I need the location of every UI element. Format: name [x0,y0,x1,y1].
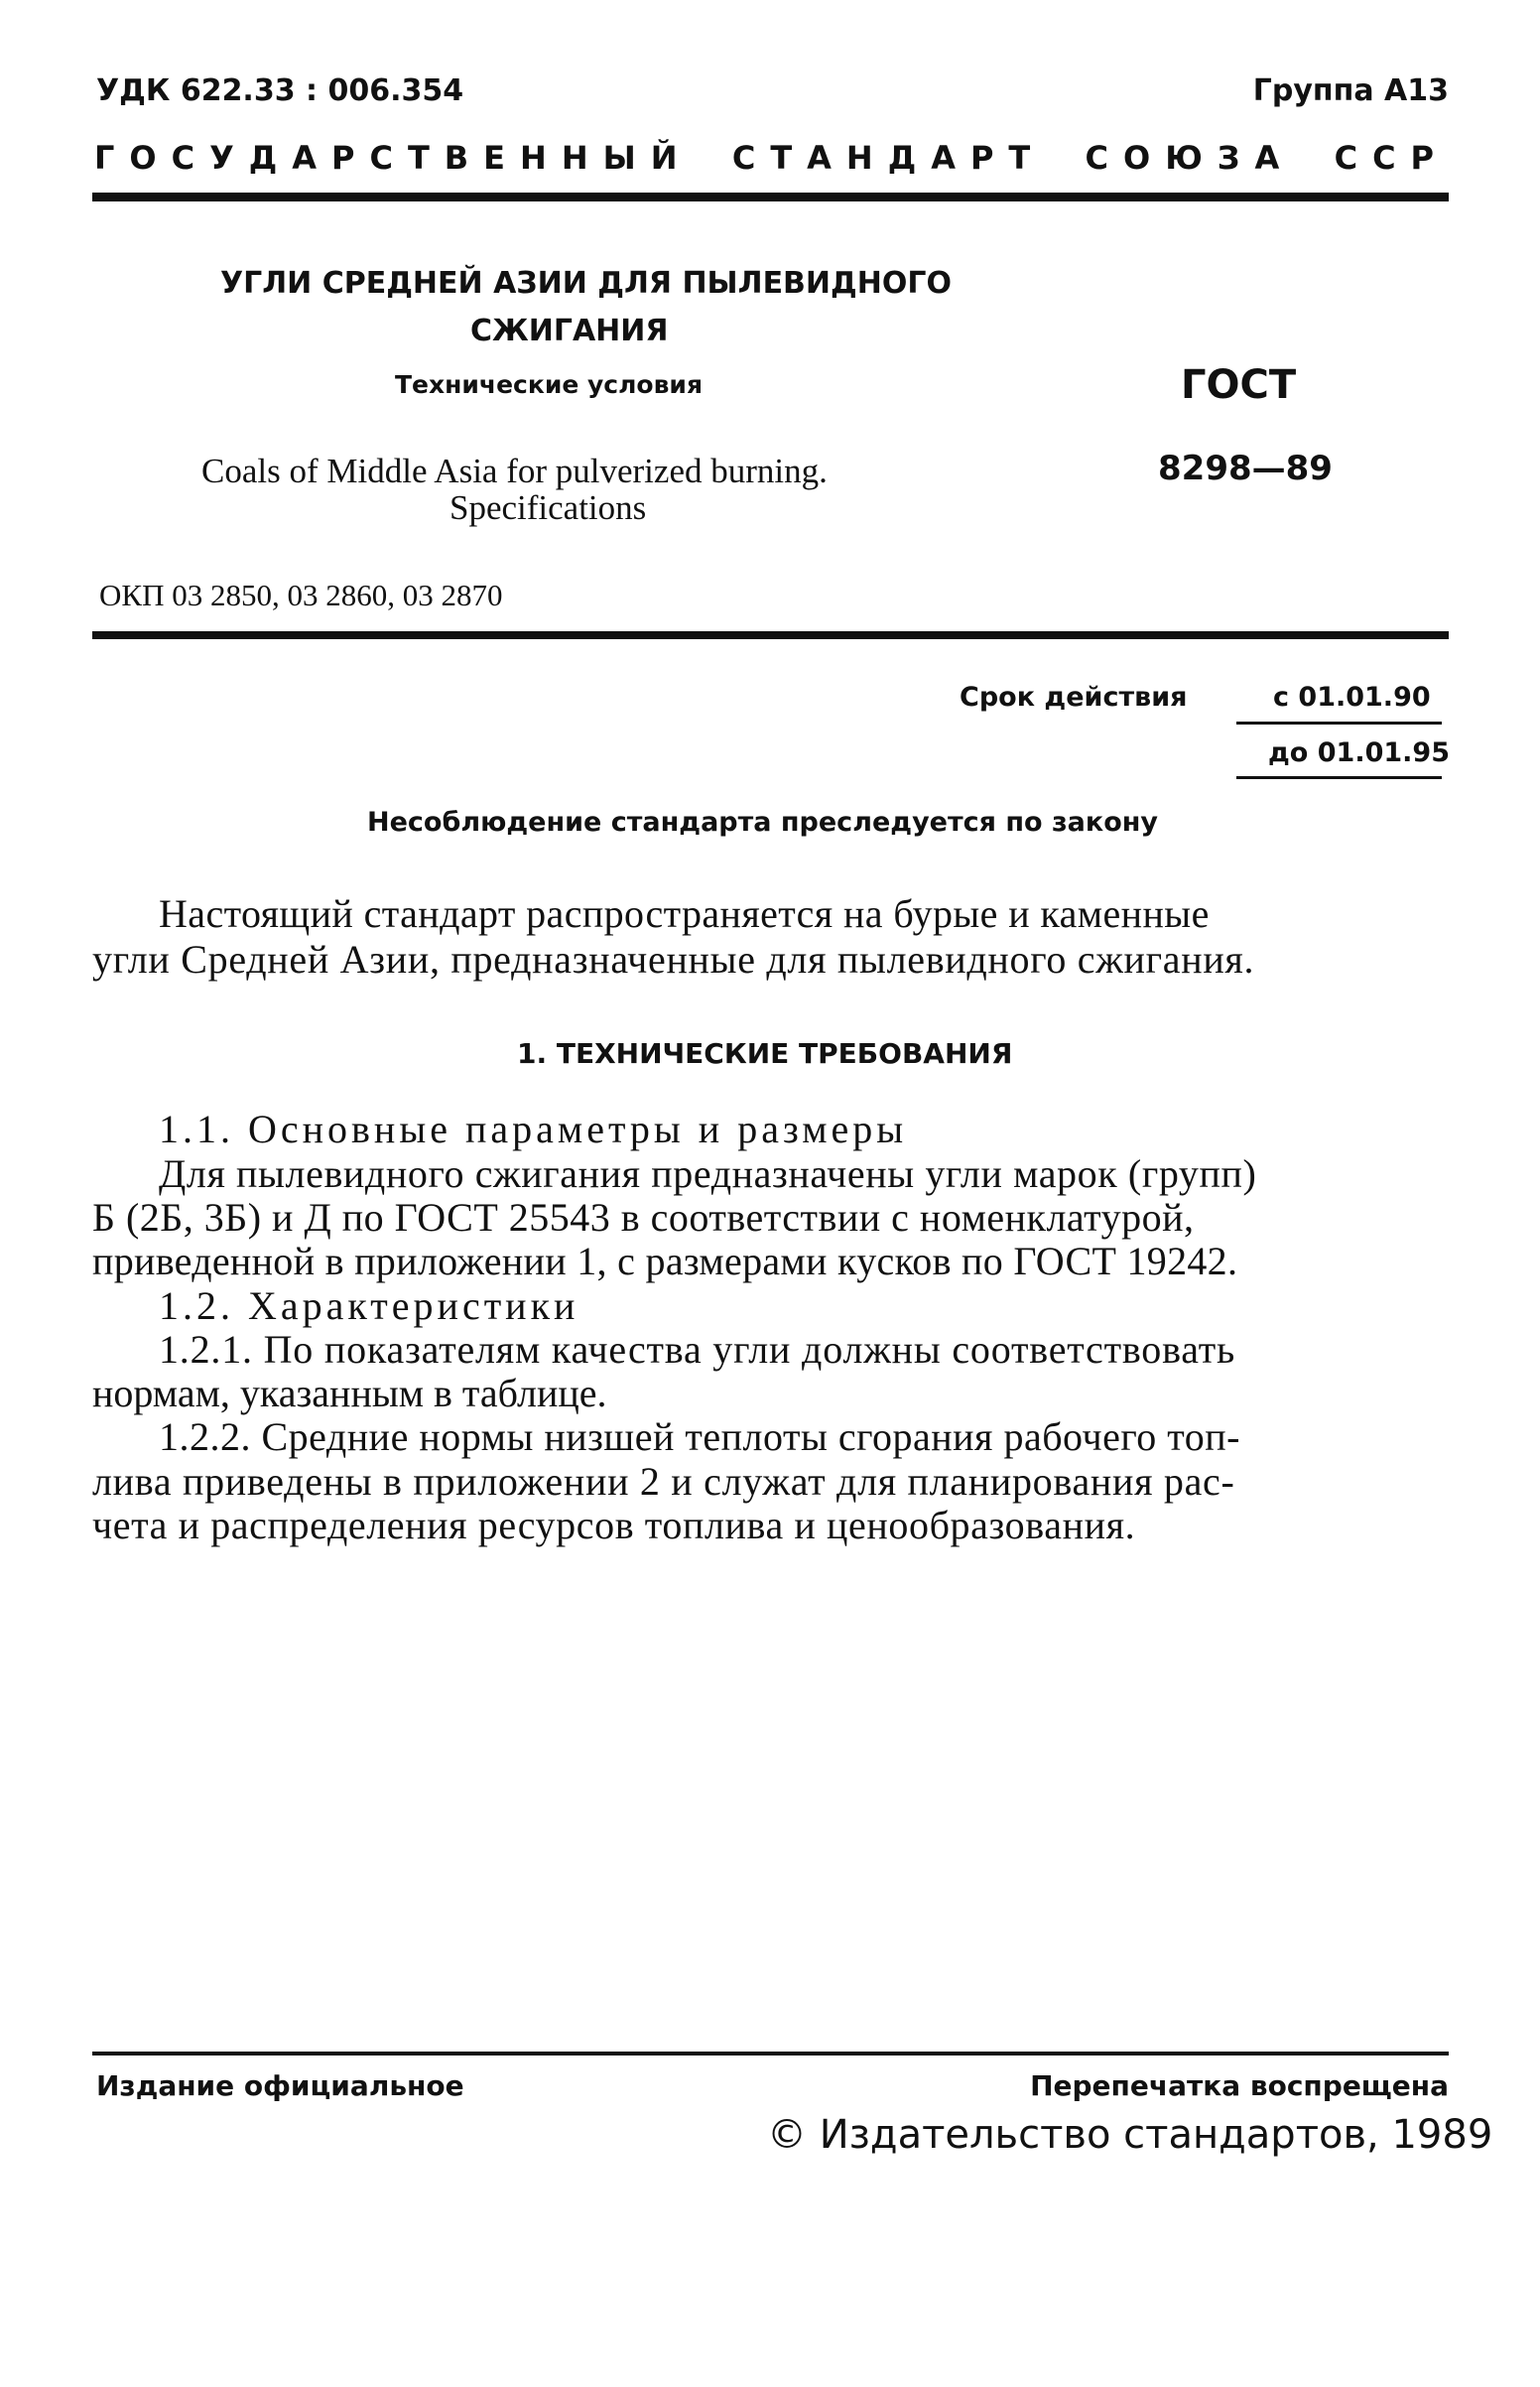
validity-from: с 01.01.90 [1273,682,1431,713]
body-line: 1.1. Основные параметры и размеры [159,1107,908,1151]
intro-line: Настоящий стандарт распространяется на бурые и каменные [159,891,1210,936]
body-line: Б (2Б, 3Б) и Д по ГОСТ 25543 в соответствии с номенклатурой, [92,1195,1195,1240]
title-subtitle: Технические условия [395,370,703,399]
section-title: 1. ТЕХНИЧЕСКИЕ ТРЕБОВАНИЯ [517,1037,1013,1070]
group-code: Группа А13 [1252,73,1449,108]
body-line: 1.2. Характеристики [159,1283,579,1328]
legal-warning: Несоблюдение стандарта преследуется по закону [367,807,1159,838]
state-standard-banner [94,139,1449,177]
body-line: чета и распределения ресурсов топлива и ценообразования. [92,1503,1136,1547]
title-en-line1: Coals of Middle Asia for pulverized burning. [201,452,828,490]
reprint-note: Перепечатка воспрещена [1030,2069,1449,2102]
title-ru-line1: УГЛИ СРЕДНЕЙ АЗИИ ДЛЯ ПЫЛЕВИДНОГО [220,266,952,301]
title-rule [92,631,1449,639]
title-en-line2: Specifications [449,488,647,527]
body-line: нормам, указанным в таблице. [92,1371,607,1415]
validity-rule [1236,776,1442,779]
intro-line: угли Средней Азии, предназначенные для пылевидного сжигания. [92,937,1255,982]
validity-label: Срок действия [960,682,1188,713]
body-line: лива приведены в приложении 2 и служат для планирования рас- [92,1459,1235,1504]
publisher-line: © Издательство стандартов, 1989 [767,2112,1493,2158]
body-line: приведенной в приложении 1, с размерами кусков по ГОСТ 19242. [92,1239,1238,1283]
gost-label: ГОСТ [1181,362,1297,408]
gost-number: 8298—89 [1158,449,1333,488]
edition-note: Издание официальное [96,2069,464,2102]
validity-rule [1236,722,1442,725]
udc-code: УДК 622.33 : 006.354 [96,73,464,108]
body-line: 1.2.1. По показателям качества угли должны соответствовать [159,1327,1236,1372]
validity-to: до 01.01.95 [1268,737,1450,768]
header-rule [92,193,1449,201]
banner-word: СОЮЗА [1085,139,1295,177]
banner-word: ГОСУДАРСТВЕННЫЙ [94,139,693,177]
footer-rule [92,2052,1449,2055]
banner-word: ССР [1334,139,1449,177]
banner-word: СТАНДАРТ [731,139,1046,177]
title-ru-line2: СЖИГАНИЯ [470,314,669,348]
body-line: Для пылевидного сжигания предназначены угли марок (групп) [159,1151,1257,1196]
okp-codes: ОКП 03 2850, 03 2860, 03 2870 [99,578,503,612]
body-line: 1.2.2. Средние нормы низшей теплоты сгорания рабочего топ- [159,1414,1240,1459]
